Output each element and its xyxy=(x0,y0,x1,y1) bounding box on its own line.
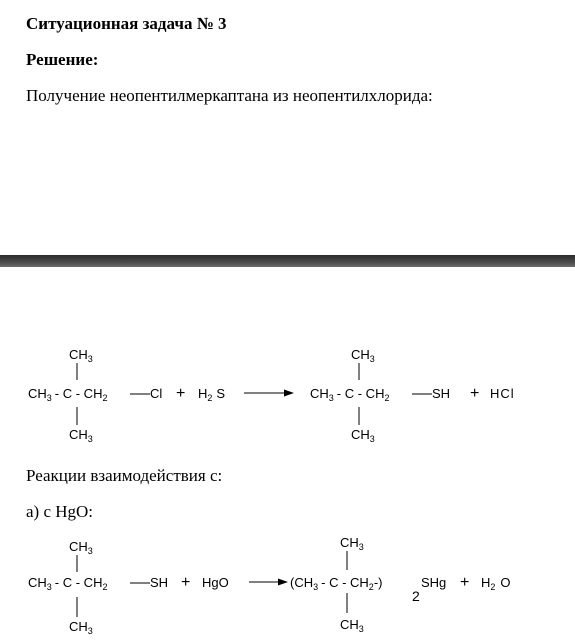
plus-sign-1: + xyxy=(176,385,186,402)
methyl-bottom: $CH_3$ xyxy=(351,427,375,444)
main-chain: $CH_3$ - C - $CH_2$ xyxy=(28,386,108,403)
plus-sign-1: + xyxy=(181,574,191,591)
reactant-neopentyl-mercaptan xyxy=(28,539,168,636)
plus-sign-2: + xyxy=(470,385,480,402)
equation-1 xyxy=(0,335,575,450)
plus-sign-2: + xyxy=(460,574,470,591)
product-neopentyl-mercaptan xyxy=(310,347,450,444)
page-divider-band xyxy=(0,255,575,267)
methyl-top: $CH_3$ xyxy=(340,535,364,552)
methyl-bottom: $CH_3$ xyxy=(340,617,364,634)
product-hydrogen-chloride: HCl xyxy=(490,386,515,401)
intro-text: Получение неопентилмеркаптана из неопентилхлорида: xyxy=(26,86,433,105)
item-a-label: а) с HgO: xyxy=(26,502,94,521)
reaction-arrow-1 xyxy=(244,390,294,397)
equation-2 xyxy=(0,527,575,644)
thiol-group: SH xyxy=(150,575,169,590)
task-title: Ситуационная задача № 3 xyxy=(26,14,227,33)
product-mercury-mercaptide xyxy=(290,535,446,634)
reactant-neopentyl-chloride xyxy=(28,347,162,444)
methyl-bottom: $CH_3$ xyxy=(69,619,93,636)
main-chain: $CH_3$ - C - $CH_2$ xyxy=(310,386,390,403)
methyl-top: $CH_3$ xyxy=(351,347,375,364)
reactant-hydrogen-sulfide: $H_2$ S xyxy=(198,386,226,403)
repeat-count: 2 xyxy=(412,588,420,604)
methyl-top: $CH_3$ xyxy=(69,347,93,364)
main-chain: ($CH_3$ - C - $CH_2-$) xyxy=(290,575,383,592)
reactant-mercury-oxide: HgO xyxy=(202,575,229,590)
reactions-heading: Реакции взаимодействия с: xyxy=(26,466,223,485)
mercury-thiolate-group: SHg xyxy=(421,575,447,590)
thiol-group: SH xyxy=(432,386,451,401)
main-chain: $CH_3$ - C - $CH_2$ xyxy=(28,575,108,592)
methyl-top: $CH_3$ xyxy=(69,539,93,556)
product-water: $H_2$ O xyxy=(481,575,511,592)
methyl-bottom: $CH_3$ xyxy=(69,427,93,444)
chloro-group: Cl xyxy=(150,386,163,401)
reaction-arrow-2 xyxy=(249,579,288,586)
solution-label: Решение: xyxy=(26,50,99,69)
